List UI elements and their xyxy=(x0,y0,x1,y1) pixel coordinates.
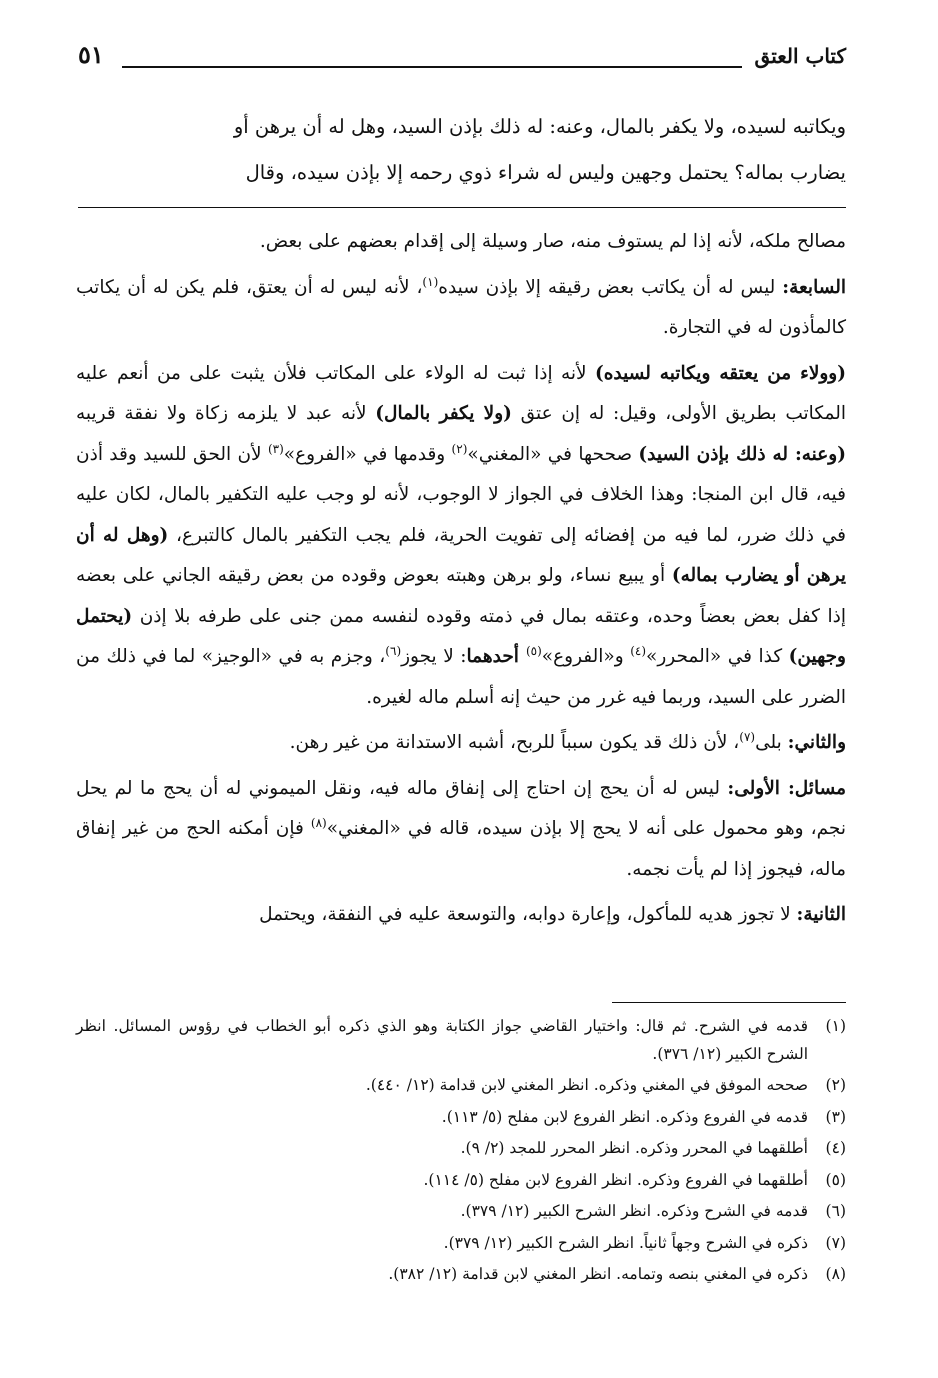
quoted-matn: (وهل له أن يرهن أو يضارب بماله) xyxy=(76,524,847,586)
footnote-ref: (٣) xyxy=(267,441,284,456)
paragraph xyxy=(76,723,846,764)
footnote-divider xyxy=(612,1002,846,1003)
text-run: فإن أمكنه الحج من غير إنفاق ماله، فيجوز إذا لم يأت نجمه. xyxy=(76,818,846,880)
footnote-text: ذكره في المغني بنصه وتمامه. انظر المغني لابن قدامة (١٢/ ٣٨٢). xyxy=(388,1265,808,1283)
footnote xyxy=(76,1072,846,1100)
text-run: لأنه إذا ثبت له الولاء على المكاتب فلأن يثبت على من أنعم عليه المكاتب بطريق الأولى، وقيل: له إن عتق xyxy=(76,362,847,424)
footnote xyxy=(76,1230,846,1258)
quoted-matn: (يحتمل وجهين) xyxy=(76,605,846,667)
text-run: كذا في «المحرر» xyxy=(646,646,789,667)
footnotes xyxy=(76,1013,846,1293)
footnote xyxy=(76,1198,846,1226)
paragraph-lead: والثاني: xyxy=(787,732,846,753)
footnote-text: صححه الموفق في المغني وذكره. انظر المغني لابن قدامة (١٢/ ٤٤٠). xyxy=(365,1076,808,1094)
footnote-text: أطلقهما في الفروع وذكره. انظر الفروع لابن مفلح (٥/ ١١٤). xyxy=(423,1170,808,1189)
text-run: بلى xyxy=(755,732,788,753)
paragraph xyxy=(76,268,846,349)
paragraph xyxy=(76,895,846,936)
page-header xyxy=(78,38,846,78)
footnote-ref: (٥) xyxy=(525,643,542,658)
text-run: ليس له أن يحج إن احتاج إلى إنفاق ماله فيه، ونقل الميموني له أن يحج ما لم يحل نجم، وهو محمول على أنه لا يحج إلا بإذن سيده، قاله في «المغني» xyxy=(76,777,846,839)
footnote xyxy=(76,1135,846,1163)
text-run: و«الفروع» xyxy=(541,646,631,667)
text-run: أو يبيع نساء، ولو برهن وهبته بعوض وقوده من بعض رقيقه الجاني على بعضه إذا كفل بعض بعضاً وحده، وعتقه بمال في ذمته وقوده لنفسه ممن جنى على طرفه بلا إذن xyxy=(76,565,846,627)
chapter-title: كتاب العتق xyxy=(754,44,846,68)
footnote-number: (٣) xyxy=(825,1107,846,1126)
paragraph xyxy=(76,769,846,891)
text-run: ، لأنه ليس له أن يعتق، فلم يكن له أن يكاتب كالمأذون له في التجارة. xyxy=(76,276,846,338)
footnote-text: قدمه في الشرح وذكره. انظر الشرح الكبير (١٢/ ٣٧٩). xyxy=(460,1202,808,1220)
footnote-ref: (١) xyxy=(422,274,439,289)
quoted-matn: (ولا يكفر بالمال) xyxy=(375,403,512,424)
footnote-text: قدمه في الفروع وذكره. انظر الفروع لابن مفلح (٥/ ١١٣). xyxy=(441,1107,808,1126)
page-number: ٥١ xyxy=(78,40,104,69)
text-run: لأنه عبد لا يلزمه زكاة ولا نفقة قريبه xyxy=(76,403,376,424)
footnote xyxy=(76,1013,846,1068)
paragraph xyxy=(76,354,846,719)
paragraph-lead: أحدهما xyxy=(466,646,526,667)
matn-line: يضارب بماله؟ يحتمل وجهين وليس له شراء ذوي رحمه إلا بإذن سيده، وقال xyxy=(245,161,846,184)
footnote-ref: (٨) xyxy=(310,815,327,830)
footnote xyxy=(76,1261,846,1289)
footnote-text: قدمه في الشرح. ثم قال: واختيار القاضي جواز الكتابة وهو الذي ذكره أبو الخطاب في رؤوس المسائل. انظر الشرح الكبير (١٢/ ٣٧٦). xyxy=(76,1017,808,1063)
footnote-number: (٢) xyxy=(825,1076,846,1094)
paragraph-lead: السابعة: xyxy=(782,276,846,298)
matn-divider xyxy=(78,207,846,208)
paragraph: مصالح ملكه، لأنه إذا لم يستوف منه، صار وسيلة إلى إقدام بعضهم على بعض. xyxy=(259,231,846,252)
commentary-body xyxy=(76,222,846,936)
text-run: ليس له أن يكاتب بعض رقيقه إلا بإذن سيده xyxy=(438,276,783,298)
paragraph-lead: الثانية: xyxy=(796,904,846,925)
footnote-number: (٥) xyxy=(825,1170,846,1189)
footnote-text: ذكره في الشرح وجهاً ثانياً. انظر الشرح الكبير (١٢/ ٣٧٩). xyxy=(443,1233,808,1252)
matn-line: ويكاتبه لسيده، ولا يكفر بالمال، وعنه: له ذلك بإذن السيد، وهل له أن يرهن أو xyxy=(233,115,846,138)
text-run: وقدمها في «الفروع» xyxy=(283,443,452,465)
text-run: ، لأن ذلك قد يكون سبباً للربح، أشبه الاستدانة من غير رهن. xyxy=(289,732,740,753)
quoted-matn: (وولاء من يعتقه ويكاتبه لسيده) xyxy=(594,362,846,384)
text-run: : لا يجوز xyxy=(401,646,467,667)
footnote xyxy=(76,1167,846,1195)
text-run: ، وجزم به في «الوجيز» لما في ذلك من الضرر على السيد، وربما فيه غرر من حيث إنه أسلم ماله لغيره. xyxy=(76,646,846,708)
footnote-number: (٨) xyxy=(825,1265,846,1283)
footnote-number: (٦) xyxy=(825,1202,846,1220)
footnote-ref: (٦) xyxy=(385,643,402,658)
text-run: لأن الحق للسيد وقد أذن فيه، قال ابن المنجا: وهذا الخلاف في الجواز لا الوجوب، لأنه لو وجب عليه التكفير بالمال، لكان عليه في ذلك ضرر، لما فيه من إفضائه إلى تفويت الحرية، فلم يجب التكفير بالمال كالتبرع، xyxy=(76,443,846,546)
footnote-ref: (٢) xyxy=(451,441,468,456)
footnote-text: أطلقهما في المحرر وذكره. انظر المحرر للمجد (٢/ ٩). xyxy=(460,1139,808,1157)
footnote-number: (٧) xyxy=(825,1233,846,1252)
footnote-number: (١) xyxy=(825,1017,846,1035)
matn-text xyxy=(76,104,846,196)
text-run: صححها في «المغني» xyxy=(467,443,639,465)
footnote-number: (٤) xyxy=(825,1139,846,1157)
text-run: لا تجوز هديه للمأكول، وإعارة دوابه، والتوسعة عليه في النفقة، ويحتمل xyxy=(259,904,797,925)
footnote-ref: (٤) xyxy=(630,643,647,658)
footnote xyxy=(76,1104,846,1132)
footnote-ref: (٧) xyxy=(739,729,756,744)
paragraph-lead: مسائل: الأولى: xyxy=(727,777,846,799)
quoted-matn: (وعنه: له ذلك بإذن السيد) xyxy=(638,443,846,465)
header-rule xyxy=(122,66,742,68)
